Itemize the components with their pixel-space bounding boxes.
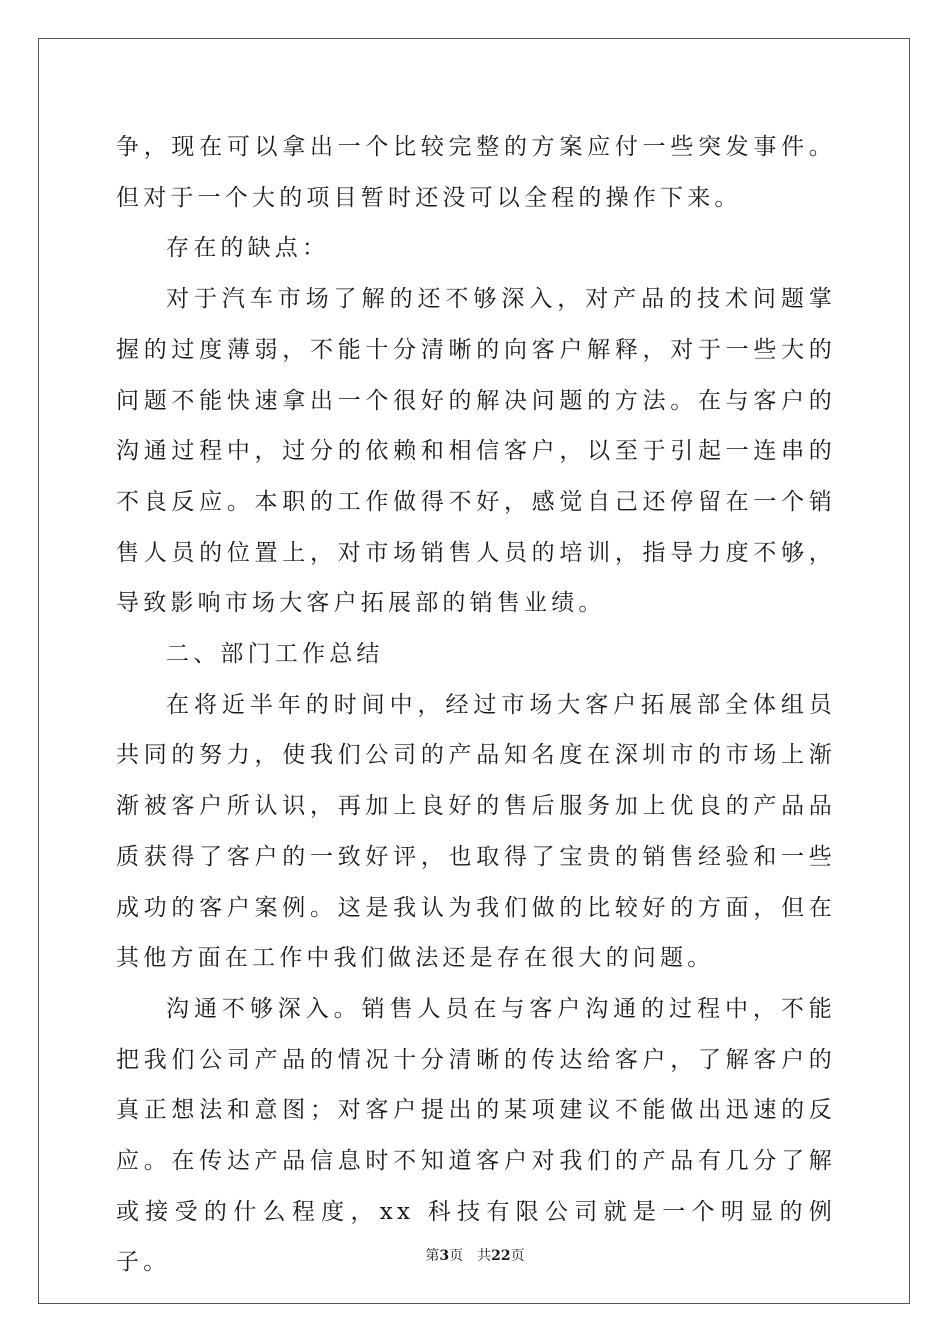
page-footer	[0, 1247, 950, 1265]
page-number: 3	[439, 1248, 450, 1264]
page-label-prefix: 第	[425, 1248, 440, 1264]
paragraph: 对于汽车市场了解的还不够深入，对产品的技术问题掌握的过度薄弱，不能十分清晰的向客户解释，对于一些大的问题不能快速拿出一个很好的解决问题的方法。在与客户的沟通过程中，过分的依赖和相信客户，以至于引起一连串的不良反应。本职的工作做得不好，感觉自己还停留在一个销售人员的位置上，对市场销售人员的培训，指导力度不够，导致影响市场大客户拓展部的销售业绩。	[116, 286, 836, 617]
paragraph: 沟通不够深入。销售人员在与客户沟通的过程中，不能把我们公司产品的情况十分清晰的传达给客户，了解客户的真正想法和意图；对客户提出的某项建议不能做出迅速的反应。在传达产品信息时不知道客户对我们的产品有几分了解或接受的什么程度，xx 科技有限公司就是一个明显的例子。	[116, 995, 836, 1276]
total-label-suffix: 页	[510, 1248, 525, 1264]
section-heading: 存在的缺点：	[166, 235, 330, 262]
paragraph: 争，现在可以拿出一个比较完整的方案应付一些突发事件。但对于一个大的项目暂时还没可以全程的操作下来。	[116, 134, 836, 211]
document-body	[116, 122, 836, 1288]
page-label-suffix: 页	[449, 1248, 464, 1264]
total-label-prefix: 共	[477, 1248, 492, 1264]
total-pages: 22	[491, 1248, 511, 1264]
section-heading: 二、部门工作总结	[166, 641, 384, 668]
paragraph: 在将近半年的时间中，经过市场大客户拓展部全体组员共同的努力，使我们公司的产品知名度在深圳市的市场上渐渐被客户所认识，再加上良好的售后服务加上优良的产品品质获得了客户的一致好评，也取得了宝贵的销售经验和一些成功的客户案例。这是我认为我们做的比较好的方面，但在其他方面在工作中我们做法还是存在很大的问题。	[116, 691, 836, 972]
